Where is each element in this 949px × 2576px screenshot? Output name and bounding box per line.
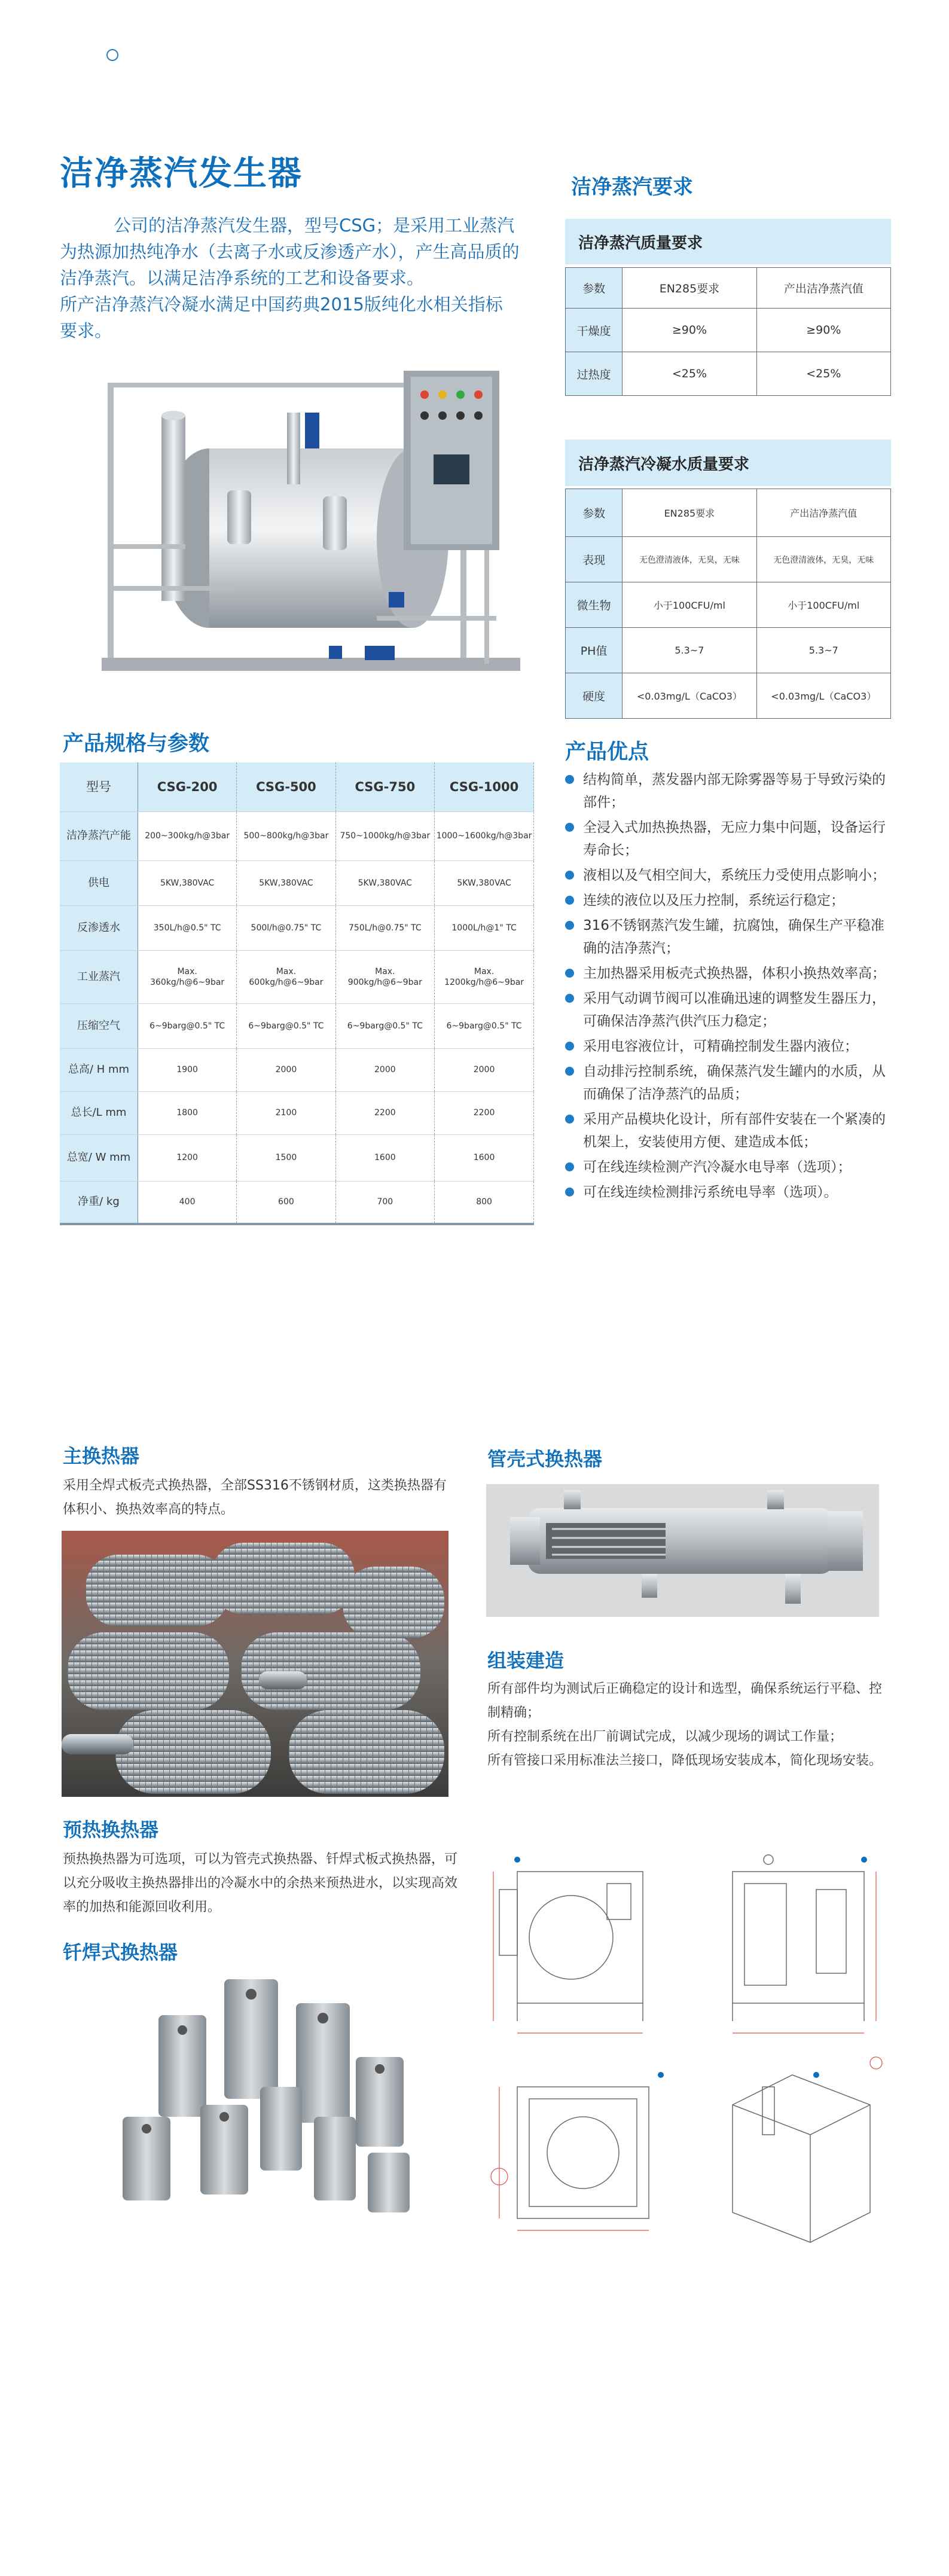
table-row [60,811,534,860]
table-cell: 1500 [237,1134,335,1181]
shell-tube-exchanger-image [486,1484,879,1617]
table-header: CSG-500 [237,762,335,811]
table-cell: 6~9barg@0.5" TC [435,1003,534,1048]
table-cell: 5KW,380VAC [138,860,237,905]
table-row [60,1003,534,1048]
list-item-text: 采用产品模块化设计，所有部件安装在一个紧凑的 机架上，安装使用方便、建造成本低； [583,1112,886,1150]
table-row [60,1048,534,1091]
table-cell: 1600 [435,1134,534,1181]
bullet-icon [565,994,574,1003]
table-cell: 800 [435,1181,534,1224]
bullet-icon [565,775,574,784]
bullet-icon [565,1067,574,1076]
condensate-quality-table [565,489,891,719]
table-cell: 2100 [237,1091,335,1134]
table-cell: 总宽/ W mm [60,1134,138,1181]
list-item-text: 采用气动调节阀可以准确迅速的调整发生器压力， 可确保洁净蒸汽供汽压力稳定； [583,991,886,1029]
intro-text: 公司的洁净蒸汽发生器，型号CSG；是采用工业蒸汽 为热源加热纯净水（去离子水或反渗透产水），产生高品质的 洁净蒸汽。以满足洁净系统的工艺和设备要求。 所产洁净蒸汽冷凝水满足中国药典2015版纯化水相关指标 要求。 [60,215,520,341]
table-row [60,1134,534,1181]
list-item-text: 主加热器采用板壳式换热器，体积小换热效率高； [583,966,886,981]
table-header: CSG-200 [138,762,237,811]
table-cell: 无色澄清液体，无臭，无味 [623,537,756,582]
table-cell: 5KW,380VAC [335,860,435,905]
table-cell: 1900 [138,1048,237,1091]
technical-drawings [481,1824,894,2254]
specs-table [60,762,534,1225]
preheat-text: 预热换热器为可选项，可以为管壳式换热器、钎焊式板式换热器，可以充分吸收主换热器排出的冷凝水中的余热来预热进水，以实现高效率的加热和能源回收利用。 [63,1852,458,1915]
table-cell: 反渗透水 [60,905,138,950]
table-cell: 供电 [60,860,138,905]
table-header: 参数 [566,489,623,537]
list-item [565,889,915,912]
advantages-list [565,768,915,1206]
bullet-icon [565,823,574,832]
page-title: 洁净蒸汽发生器 [60,154,303,193]
table-cell: 200~300kg/h@3bar [138,811,237,860]
bullet-icon [565,921,574,930]
table-cell: 400 [138,1181,237,1224]
table-header: 产出洁净蒸汽值 [756,268,890,309]
table-cell: Max. 900kg/h@6~9bar [335,950,435,1003]
table-cell: 1000L/h@1" TC [435,905,534,950]
table-cell: 小于100CFU/ml [756,582,890,628]
bullet-icon [565,1115,574,1124]
list-item-text: 自动排污控制系统，确保蒸汽发生罐内的水质，从 而确保了洁净蒸汽的品质； [583,1064,886,1102]
steam-generator-image [90,359,544,694]
assembly-text: 所有部件均为测试后正确稳定的设计和选型，确保系统运行平稳、控制精确； 所有控制系统在出厂前调试完成，以减少现场的调试工作量； 所有管接口采用标准法兰接口，降低现场安装成本，简化现场安装。 [487,1681,883,1768]
table-cell: 2000 [435,1048,534,1091]
table-cell: 6~9barg@0.5" TC [335,1003,435,1048]
table-cell: 2000 [335,1048,435,1091]
list-item [565,914,915,960]
specs-heading: 产品规格与参数 [63,732,210,756]
table-row [60,1091,534,1134]
table-cell: 1800 [138,1091,237,1134]
bullet-icon [565,1162,574,1171]
list-item-text: 液相以及气相空间大，系统压力受使用点影响小； [583,868,886,883]
preheat-heading: 预热换热器 [63,1818,159,1841]
list-item-text: 结构简单，蒸发器内部无除雾器等易于导致污染的 部件； [583,772,886,810]
table-cell: 微生物 [566,582,623,628]
table-cell: 5.3~7 [623,628,756,673]
table-cell: 硬度 [566,673,623,719]
table-row [60,950,534,1003]
table-cell: 干燥度 [566,309,623,352]
list-item-text: 连续的液位以及压力控制，系统运行稳定； [583,893,844,908]
table-header: EN285要求 [623,268,756,309]
list-item [565,987,915,1033]
list-item-text: 316不锈钢蒸汽发生罐，抗腐蚀，确保生产平稳准 确的洁净蒸汽； [583,918,884,956]
brazed-heading: 钎焊式换热器 [63,1941,178,1964]
table-cell: 750L/h@0.75" TC [335,905,435,950]
list-item-text: 可在线连续检测产汽冷凝水电导率（选项）； [583,1159,852,1175]
list-item [565,768,915,814]
table-cell: 1000~1600kg/h@3bar [435,811,534,860]
bullet-icon [565,969,574,978]
table-cell: 2000 [237,1048,335,1091]
table-cell: <0.03mg/L（CaCO3） [623,673,756,719]
main-exchanger-heading: 主换热器 [63,1445,140,1467]
bullet-icon [565,1042,574,1051]
table-cell: 500~800kg/h@3bar [237,811,335,860]
table-header: CSG-750 [335,762,435,811]
table-cell: 过热度 [566,352,623,396]
plate-exchanger-photo [62,1531,448,1797]
shell-tube-heading: 管壳式换热器 [487,1448,603,1470]
list-item [565,1035,915,1058]
table-row [60,905,534,950]
table-header: CSG-1000 [435,762,534,811]
table-cell: 工业蒸汽 [60,950,138,1003]
steam-requirements-heading: 洁净蒸汽要求 [571,175,693,199]
table-cell: 6~9barg@0.5" TC [138,1003,237,1048]
table-cell: 1200 [138,1134,237,1181]
table-cell: 净重/ kg [60,1181,138,1224]
assembly-heading: 组装建造 [487,1649,564,1672]
table-cell: 350L/h@0.5" TC [138,905,237,950]
table-cell: <25% [623,352,756,396]
table-cell: 1600 [335,1134,435,1181]
list-item [565,864,915,887]
list-item [565,1060,915,1106]
table-cell: 总长/L mm [60,1091,138,1134]
table-cell: 6~9barg@0.5" TC [237,1003,335,1048]
condensate-table-title: 洁净蒸汽冷凝水质量要求 [565,439,891,486]
list-item [565,816,915,862]
table-row [60,860,534,905]
list-item [565,1108,915,1153]
table-cell: 5KW,380VAC [237,860,335,905]
table-cell: <0.03mg/L（CaCO3） [756,673,890,719]
list-item-text: 全浸入式加热换热器，无应力集中问题，设备运行 寿命长； [583,820,886,858]
table-cell: 洁净蒸汽产能 [60,811,138,860]
table-cell: Max. 360kg/h@6~9bar [138,950,237,1003]
table-header: 参数 [566,268,623,309]
bullet-icon [565,896,574,905]
advantages-heading: 产品优点 [565,740,649,764]
list-item-text: 可在线连续检测排污系统电导率（选项）。 [583,1185,838,1200]
list-item [565,1181,915,1204]
table-cell: 压缩空气 [60,1003,138,1048]
table-header: EN285要求 [623,489,756,537]
table-cell: 750~1000kg/h@3bar [335,811,435,860]
table-cell: 5KW,380VAC [435,860,534,905]
bullet-icon [565,1188,574,1197]
table-cell: 2200 [335,1091,435,1134]
table-cell: PH值 [566,628,623,673]
table-cell: Max. 1200kg/h@6~9bar [435,950,534,1003]
table-cell: 总高/ H mm [60,1048,138,1091]
table-cell: 无色澄清液体，无臭，无味 [756,537,890,582]
main-exchanger-text: 采用全焊式板壳式换热器，全部SS316不锈钢材质，这类换热器有体积小、换热效率高的特点。 [63,1478,447,1517]
circle-icon [106,49,118,61]
table-cell: 小于100CFU/ml [623,582,756,628]
table-cell: 5.3~7 [756,628,890,673]
list-item [565,1156,915,1179]
table-cell: ≥90% [756,309,890,352]
table-row [60,1181,534,1224]
brazed-exchanger-photo [111,1979,422,2218]
table-cell: 2200 [435,1091,534,1134]
quality-table-title: 洁净蒸汽质量要求 [565,219,891,264]
steam-quality-table [565,267,891,396]
table-cell: <25% [756,352,890,396]
list-item-text: 采用电容液位计，可精确控制发生器内液位； [583,1039,858,1054]
table-header: 产出洁净蒸汽值 [756,489,890,537]
bullet-icon [565,871,574,880]
table-cell: 700 [335,1181,435,1224]
table-cell: 600 [237,1181,335,1224]
table-cell: 500l/h@0.75" TC [237,905,335,950]
table-cell: 表现 [566,537,623,582]
list-item [565,962,915,985]
table-cell: ≥90% [623,309,756,352]
table-header: 型号 [60,762,138,811]
table-cell: Max. 600kg/h@6~9bar [237,950,335,1003]
